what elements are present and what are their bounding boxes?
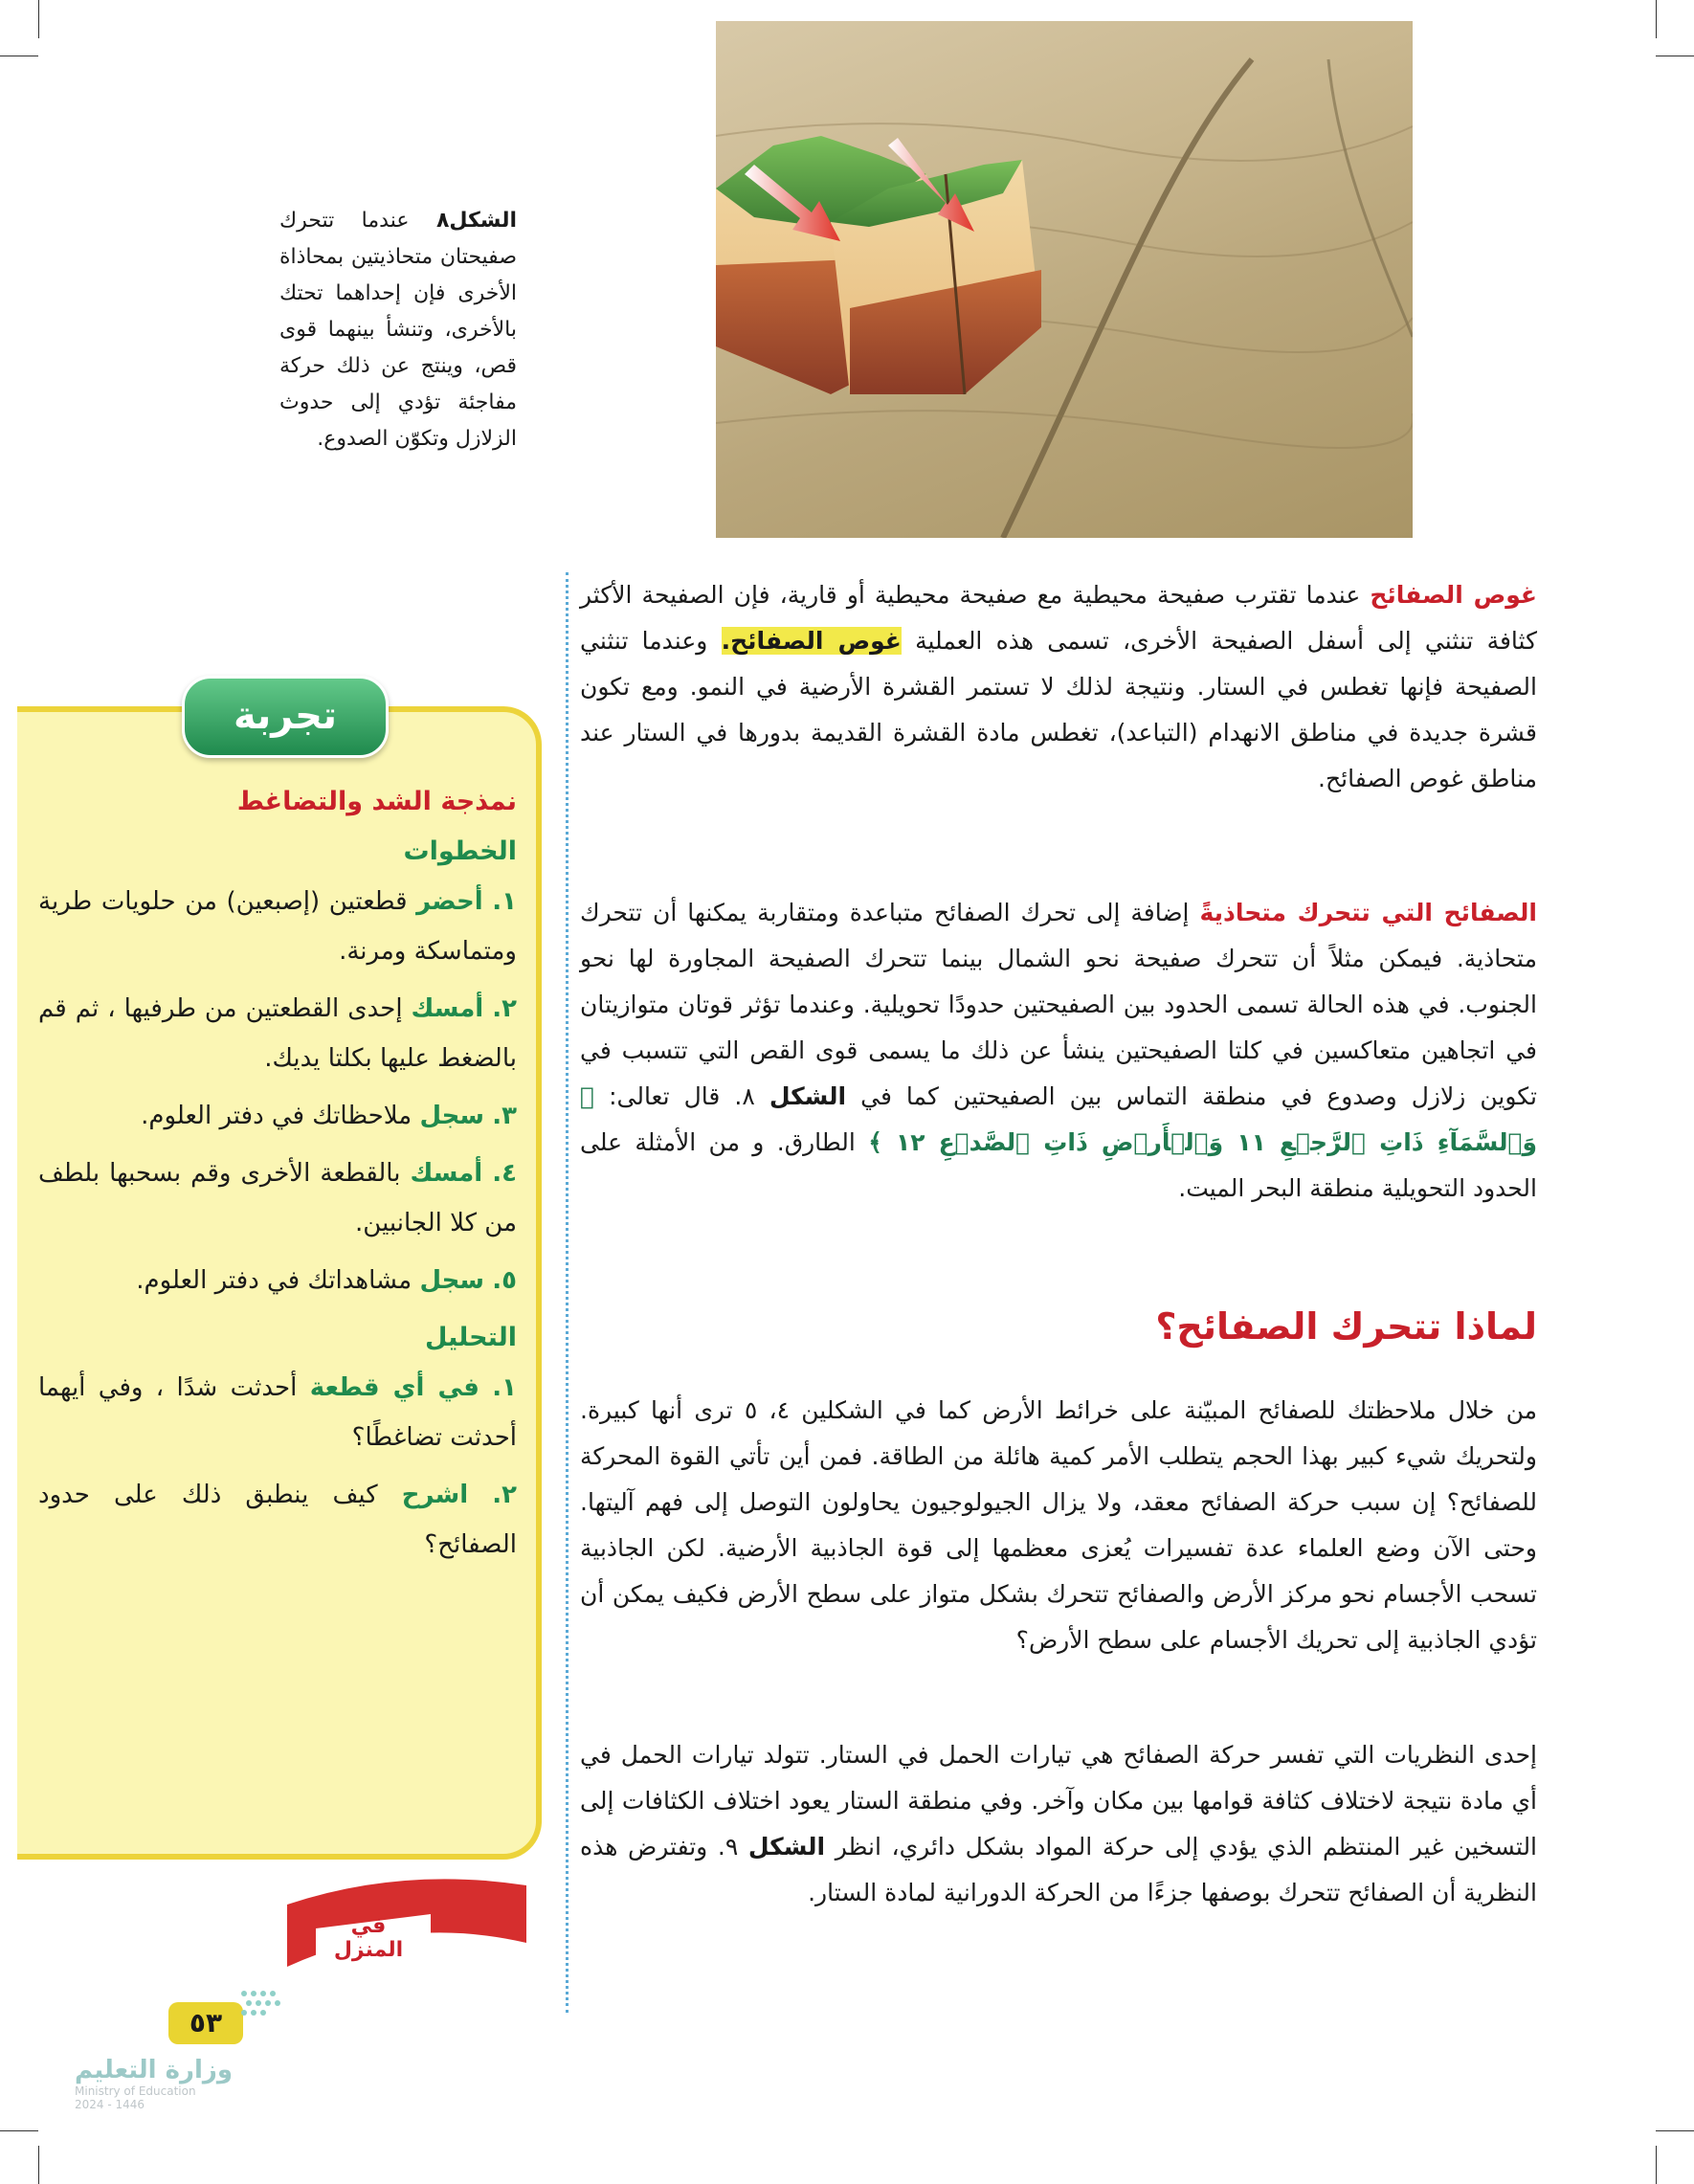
step-number: ٤. (492, 1159, 518, 1188)
step-verb: سجل (419, 1102, 484, 1130)
decorative-dots-icon (239, 1989, 316, 2027)
step-number: ٣. (492, 1102, 517, 1130)
home-label: في المنزل (333, 1914, 404, 1962)
step-number: ١. (492, 887, 518, 916)
step-verb: سجل (419, 1266, 484, 1295)
step-text: قطعتين (إصبعين) من حلويات طرية ومتماسكة ومرنة. (38, 887, 517, 966)
step-text: بالقطعة الأخرى وقم بسحبها بلطف من كلا الجانبين. (38, 1159, 517, 1237)
ministry-english: Ministry of Education (75, 2084, 196, 2098)
subduction-highlight: غوص الصفائح. (721, 627, 902, 655)
convection-paragraph (580, 1732, 1537, 1916)
analysis-verb: اشرح (401, 1481, 469, 1509)
paragraph-text: من خلال ملاحظتك للصفائح المبيّنة على خرائط الأرض كما في الشكلين ٤، ٥ ترى أنها كبيرة. ولتحريك شيء كبير بهذا الحجم يتطلب الأمر كمية هائلة من الطاقة. فمن أين تأتي القوة المحركة للصفائح؟ إن سبب حركة الصفائح معقد، ولا يزال الجيولوجيون يحاولون التوصل إلى فهم آليتها. وحتى الآن وضع العلماء عدة تفسيرات يُعزى معظمها إلى قوة الجاذبية الأرضية. لكن الجاذبية تسحب الأجسام نحو مركز الأرض والصفائح تتحرك بشكل متواز على سطح الأرض فكيف يمكن أن تؤدي الجاذبية إلى تحريك الأجسام على سطح الأرض؟ (580, 1396, 1537, 1654)
subduction-paragraph (580, 572, 1537, 802)
caption-text: عندما تتحرك صفيحتان متحاذيتين بمحاذاة الأخرى فإن إحداهما تحتك بالأخرى، وتنشأ بينهما قوى قص، وينتج عن ذلك حركة مفاجئة تؤدي إلى حدوث الزلازل وتكوّن الصدوع. (279, 209, 517, 451)
subduction-text-2: وعندما تنثني الصفيحة فإنها تغطس في الستار. ونتيجة لذلك لا تستمر القشرة الأرضية في النمو. ومع تكون قشرة جديدة في مناطق الانهدام (التباعد)، تغطس مادة القشرة القديمة بدورها في الستار عند مناطق غوص الصفائح. (580, 627, 1537, 792)
step-item (38, 1091, 517, 1141)
analysis-item (38, 1470, 517, 1570)
step-text: إحدى القطعتين من طرفيها ، ثم قم بالضغط عليها بكلتا يديك. (38, 994, 517, 1073)
step-text: ملاحظاتك في دفتر العلوم. (141, 1102, 412, 1130)
paragraph-text: إحدى النظريات التي تفسر حركة الصفائح هي تيارات الحمل في الستار. تتولد تيارات الحمل في أي مادة نتيجة لاختلاف كثافة قوامها بين مكان وآخر. وفي منطقة الستار يعود اختلاف الكثافات إلى التسخين غير المنتظم الذي يؤدي إلى حركة المواد بشكل دائري، انظر (580, 1741, 1538, 1861)
surah-name: الطارق. (776, 1128, 856, 1156)
experiment-content (38, 777, 517, 1577)
steps-heading: الخطوات (403, 836, 517, 866)
why-plates-move-paragraph (580, 1388, 1537, 1663)
analysis-number: ١. (492, 1373, 518, 1402)
step-item (38, 1256, 517, 1305)
crop-mark (38, 0, 39, 38)
crop-mark (1656, 2130, 1694, 2131)
analysis-text: أحدثت شدًا ، وفي أيهما أحدثت تضاغطًا؟ (38, 1373, 517, 1452)
step-number: ٢. (492, 994, 517, 1023)
step-text: مشاهداتك في دفتر العلوم. (136, 1266, 412, 1295)
ministry-arabic: وزارة التعليم (75, 2056, 233, 2084)
subduction-term: غوص الصفائح (1370, 581, 1538, 609)
experiment-badge: تجربة (182, 676, 389, 758)
step-item (38, 984, 517, 1083)
transform-term: الصفائح التي تتحرك متحاذيةً (1199, 899, 1538, 926)
transform-paragraph (580, 890, 1537, 1212)
fault-photo (716, 21, 1413, 538)
crop-mark (1656, 2146, 1657, 2184)
analysis-number: ٢. (492, 1481, 518, 1509)
step-verb: أمسك (411, 994, 484, 1023)
experiment-title: نمذجة الشد والتضاغط (236, 787, 517, 816)
figure-reference: الشكل (747, 1833, 826, 1861)
crop-mark (38, 2146, 39, 2184)
column-divider (566, 572, 568, 2013)
step-number: ٥. (492, 1266, 517, 1295)
step-item (38, 1148, 517, 1248)
page-number: ٥٣ (168, 2002, 243, 2044)
fault-illustration (716, 21, 1413, 538)
transform-text-2: ٨. قال تعالى: (609, 1082, 755, 1110)
analysis-text: كيف ينطبق ذلك على حدود الصفائح؟ (38, 1481, 517, 1559)
step-verb: أحضر (416, 887, 483, 916)
caption-label: الشكل٨ (435, 209, 517, 233)
quran-verse: ﴿ وَٱلسَّمَآءِ ذَاتِ ٱلرَّجۡعِ ١١ وَٱلۡأَرۡضِ ذَاتِ ٱلصَّدۡعِ ١٢ ﴾ (580, 1082, 1538, 1156)
figure-caption (279, 203, 517, 457)
subduction-text-1: عندما تقترب صفيحة محيطية مع صفيحة محيطية أو قارية، فإن الصفيحة الأكثر كثافة تنثني إلى أسفل الصفيحة الأخرى، تسمى هذه العملية (580, 581, 1537, 655)
step-item (38, 877, 517, 976)
transform-text-3: و من الأمثلة على الحدود التحويلية منطقة البحر الميت. (580, 1128, 1537, 1202)
step-verb: أمسك (410, 1159, 483, 1188)
ministry-logo (75, 2056, 266, 2111)
analysis-heading: التحليل (424, 1323, 517, 1352)
ministry-year: 2024 - 1446 (75, 2098, 145, 2111)
analysis-verb: في أي قطعة (309, 1373, 479, 1402)
section-heading: لماذا تتحرك الصفائح؟ (1155, 1305, 1537, 1348)
paragraph-text: ٩. وتفترض هذه النظرية أن الصفائح تتحرك بوصفها جزءًا من الحركة الدورانية لمادة الستار. (580, 1833, 1537, 1906)
figure-reference: الشكل (769, 1082, 847, 1110)
transform-text-1: إضافة إلى تحرك الصفائح متباعدة ومتقاربة يمكنها أن تتحرك متحاذية. فيمكن مثلاً أن تتحرك صفيحة نحو الشمال بينما تتحرك الصفيحة المجاورة لها نحو الجنوب. في هذه الحالة تسمى الحدود بين الصفيحتين حدودًا تحويلية. وعندما تؤثر قوتان متوازيتان في اتجاهين متعاكسين في كلتا الصفيحتين ينشأ عن ذلك ما يسمى قوى القص التي تتسبب في تكوين زلازل وصدوع في منطقة التماس بين الصفيحتين كما في (580, 899, 1538, 1110)
crop-mark (1656, 0, 1657, 38)
crop-mark (0, 2130, 38, 2131)
analysis-item (38, 1363, 517, 1462)
